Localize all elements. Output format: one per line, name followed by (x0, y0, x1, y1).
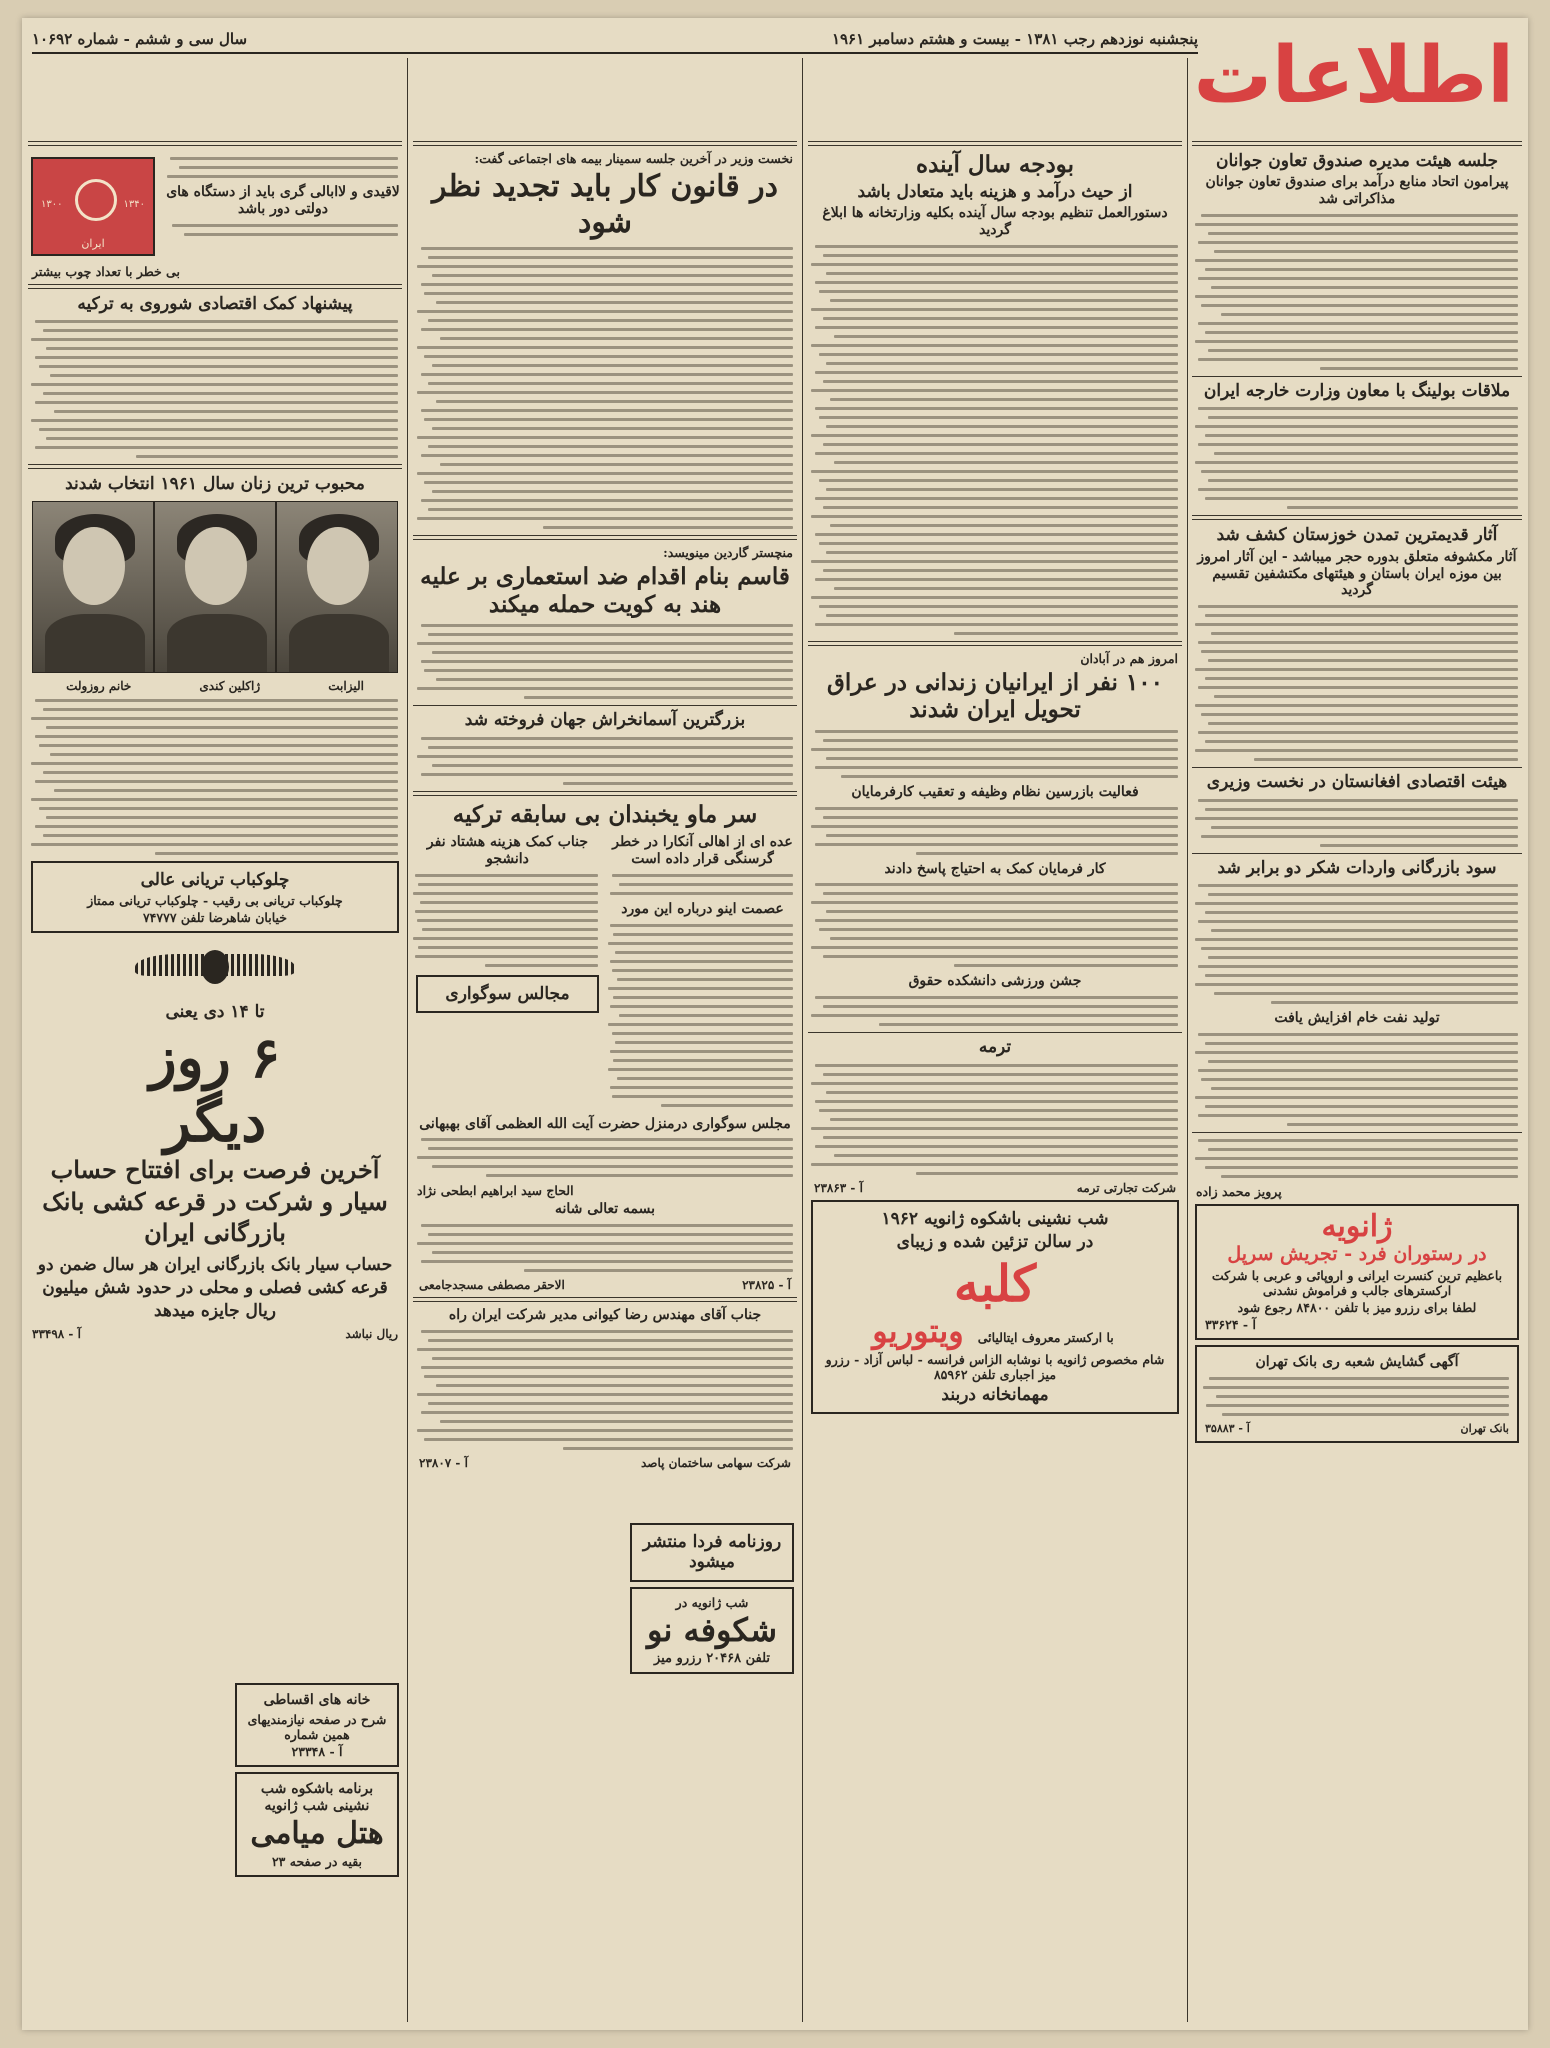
ad-line: لطفا برای رزرو میز با تلفن ۸۴۸۰۰ رجوع شود (1237, 1300, 1477, 1316)
column-rule (407, 58, 408, 2022)
headline: جلسه هیئت مدیره صندوق تعاون جوانان (1215, 151, 1499, 171)
headline: در قانون کار باید تجدید نظر شود (432, 169, 778, 240)
kicker: نخست وزیر در آخرین جلسه سمینار بیمه های اجتماعی گفت: (474, 151, 793, 166)
article-text (28, 699, 402, 855)
ad-line: با ارکستر معروف ایتالیائی (977, 1329, 1114, 1345)
ad-code: آ - ۲۳۸۰۷ (419, 1455, 468, 1470)
ad-code: آ - ۲۳۸۲۵ (742, 1278, 791, 1293)
newspaper-page (22, 18, 1528, 2030)
kicker: منچستر گاردین مینویسد: (663, 545, 793, 560)
restaurant-ad (1195, 1204, 1519, 1340)
headline: جناب کمک هزینه هشتاد نفر دانشجو (426, 834, 589, 867)
headline: جشن ورزشی دانشکده حقوق (908, 973, 1082, 990)
ad-line: تا ۱۴ دی یعنی (165, 1002, 265, 1023)
subheadline: بسمه تعالی شانه (555, 1201, 655, 1218)
headline: کار فرمایان کمک به احتیاج پاسخ دادند (884, 860, 1106, 877)
column-rule (802, 58, 803, 2022)
ad-code: آ - ۳۵۸۸۳ (1205, 1421, 1250, 1435)
headline: ملاقات بولینگ با معاون وزارت خارجه ایران (1203, 380, 1511, 401)
column-4-sidebar (232, 1678, 402, 1882)
column-rule (1187, 58, 1188, 2022)
article-text (413, 1330, 797, 1450)
housing-ad (235, 1683, 399, 1767)
portrait-photo (276, 501, 398, 673)
photo-caption: ژاکلین کندی (199, 678, 261, 693)
ad-code: آ - ۲۳۸۶۳ (814, 1180, 863, 1195)
headline: جناب آقای مهندس رضا کیوانی مدیر شرکت ایران راه (448, 1307, 762, 1324)
ad-footer: بقیه در صفحه ۲۳ (271, 1853, 363, 1869)
article-text (1192, 799, 1522, 847)
subheadline: بی خطر با تعداد چوب بیشتر (32, 264, 180, 279)
emblem-year: ۱۳۴۰ (123, 199, 145, 210)
ad-line: باعظیم ترین کنسرت ایرانی و اروپائی و عربی با شرکت ارکسترهای جالب و فراموش نشدنی (1211, 1268, 1503, 1299)
ad-code: آ - ۲۳۳۴۸ (291, 1743, 343, 1759)
kicker: امروز هم در آبادان (1080, 650, 1178, 666)
ad-footer: مهمانخانه دربند (941, 1384, 1049, 1405)
headline: ۱۰۰ نفر از ایرانیان زندانی در عراق تحویل ایران شدند (827, 668, 1163, 724)
article-text (1192, 884, 1522, 1004)
photo-caption: الیزابت (328, 678, 364, 693)
article-text (413, 1138, 797, 1177)
portrait-photo (154, 501, 276, 673)
headline: تولید نفت خام افزایش یافت (1274, 1009, 1440, 1026)
ad-footer: شرکت سهامی ساختمان پاصد (640, 1455, 791, 1470)
signature: الحاج سید ابراهیم ابطحی نژاد (417, 1183, 574, 1199)
subheadline: دستورالعمل تنظیم بودجه سال آینده بکلیه وزارتخانه ها ابلاغ گردید (822, 204, 1168, 238)
column-3-sidebar (627, 1518, 797, 1679)
ad-body: حساب سیار بانک بازرگانی ایران هر سال ضمن دو قرعه کشی فصلی و محلی در حدود شش میلیون ریال جایزه میدهد (37, 1254, 393, 1321)
subheadline: لاقیدی و لاابالی گری باید از دستگاه های دولتی دور باشد (166, 184, 400, 217)
ad-name: کلبه (953, 1254, 1037, 1314)
ad-band-name: ویتوریو (872, 1311, 964, 1350)
party-ad (811, 1200, 1179, 1414)
ad-body: آخرین فرصت برای افتتاح حساب سیار و شرکت در قرعه کشی بانک بازرگانی ایران (42, 1155, 388, 1247)
photo-captions (32, 679, 398, 693)
article-text (808, 807, 1182, 855)
ad-line: در رستوران فرد - تجریش سرپل (1227, 1243, 1487, 1266)
cafe-ad (630, 1587, 794, 1674)
article-text (1192, 1139, 1522, 1178)
article-text (808, 1064, 1182, 1175)
ad-code: آ - ۳۳۶۲۴ (1205, 1317, 1256, 1333)
ad-name: هتل میامی (250, 1816, 384, 1852)
ad-footer: شرکت تجارتی ترمه (1076, 1180, 1176, 1195)
article-text (808, 996, 1182, 1026)
ad-line: چلوکباب تریانی بی رقیب - چلوکباب تریانی ممتاز (87, 893, 343, 909)
column-3 (413, 136, 797, 2022)
headline: محبوب ترین زنان سال ۱۹۶۱ انتخاب شدند (65, 474, 365, 495)
ad-line: شرح در صفحه نیازمندیهای همین شماره (247, 1711, 387, 1742)
emblem-year: ۱۳۰۰ (41, 199, 63, 210)
ad-line: خیابان شاهرضا تلفن ۷۴۷۷۷ (142, 910, 288, 926)
article-text (28, 320, 402, 458)
headline: هیئت اقتصادی افغانستان در نخست وزیری (1206, 772, 1508, 793)
hotel-ad (235, 1772, 399, 1877)
article-text (808, 245, 1182, 635)
ad-name: شکوفه نو (646, 1610, 778, 1649)
article-text (413, 247, 797, 529)
ad-big-text: ۶ روز (149, 1024, 281, 1091)
ad-title: آگهی گشایش شعبه ری بانک تهران (1255, 1354, 1459, 1371)
mourning-box (416, 975, 599, 1013)
date-line: پنجشنبه نوزدهم رجب ۱۳۸۱ - بیست و هشتم دسامبر ۱۹۶۱ (831, 30, 1198, 48)
article-text (808, 730, 1182, 778)
headline: مجالس سوگواری (445, 983, 570, 1004)
headline: ترمه (978, 1037, 1012, 1058)
photo-row (32, 501, 398, 673)
newspaper-title: اطلاعات (1193, 31, 1514, 121)
ad-code: آ - ۳۳۴۹۸ (32, 1326, 81, 1341)
photo-caption: خانم روزولت (66, 678, 132, 693)
column-2 (808, 136, 1182, 2022)
phone: تلفن ۲۰۴۶۸ رزرو میز (653, 1650, 771, 1666)
signature: پرویز محمد زاده (1196, 1183, 1282, 1199)
headline: پیشنهاد کمک اقتصادی شوروی به ترکیه (77, 294, 353, 314)
ad-footer: بانک تهران (1460, 1421, 1509, 1435)
issue-line: سال سی و ششم - شماره ۱۰۶۹۲ (32, 30, 248, 48)
bank-ad (1195, 1345, 1519, 1443)
headline: قاسم بنام اقدام ضد استعماری بر علیه هند به کویت حمله میکند (420, 563, 790, 618)
article-text (1192, 1033, 1522, 1126)
headline: آثار قدیمترین تمدن خوزستان کشف شد (1216, 525, 1498, 546)
newspaper-ad (630, 1523, 794, 1582)
ad-title: چلوکباب تریانی عالی (140, 869, 290, 890)
subheadline: مجلس سوگواری درمنزل حضرت آیت الله العظمی آقای بهبهانی (419, 1115, 791, 1132)
subheadline: از حیث درآمد و هزینه باید متعادل باشد (857, 181, 1133, 202)
headline: سر ماو یخبندان بی سابقه ترکیه (452, 800, 758, 828)
ad-title: ژانویه (1321, 1208, 1393, 1244)
restaurant-ad (31, 861, 399, 933)
bank-ad (28, 938, 402, 1345)
headline: بودجه سال آینده (916, 151, 1074, 178)
ad-title: شب نشینی باشکوه ژانویه ۱۹۶۲ (881, 1208, 1109, 1229)
masthead (22, 18, 1528, 136)
headline: بزرگترین آسمانخراش جهان فروخته شد (464, 710, 746, 731)
subheadline: عصمت اینو درباره این مورد (621, 900, 784, 917)
article-text (413, 737, 797, 785)
article-text (1192, 214, 1522, 370)
date-bar (32, 26, 1198, 54)
ad-footer: ریال نباشد (345, 1326, 398, 1341)
article-text (808, 883, 1182, 967)
ad-line: شام مخصوص ژانویه با نوشابه الزاس فرانسه - لباس آزاد - رزرو میز اجباری تلفن ۸۵۹۶۲ (825, 1351, 1165, 1382)
article-text (413, 624, 797, 699)
headline: سود بازرگانی واردات شکر دو برابر شد (1217, 857, 1497, 878)
ad-sub: در سالن تزئین شده و زیبای (896, 1231, 1094, 1252)
subheadline: پیرامون اتحاد منابع درآمد برای صندوق تعاون جوانان مذاکراتی شد (1205, 174, 1509, 208)
signature: الاحقر مصطفی مسجدجامعی (419, 1278, 565, 1293)
subheadline: آثار مکشوفه متعلق بدوره حجر میباشد - این آثار امروز بین موزه ایران باستان و هیئتهای مکتشفین تقسیم گردید (1197, 548, 1517, 599)
emblem-label: ایران (81, 237, 105, 250)
stamp-emblem (31, 157, 155, 256)
article-text (1192, 407, 1522, 509)
winged-emblem-icon (135, 946, 295, 994)
column-1 (1192, 136, 1522, 2022)
headline: روزنامه فردا منتشر میشود (642, 1532, 782, 1573)
kicker: شب ژانویه در (675, 1594, 749, 1610)
headline: فعالیت بازرسین نظام وظیفه و تعقیب کارفرمایان (851, 783, 1139, 800)
ad-title: برنامه باشکوه شب نشینی شب ژانویه (260, 1780, 374, 1814)
portrait-photo (32, 501, 154, 673)
ad-big-text: دیگر (163, 1088, 267, 1155)
article-text (413, 1224, 797, 1272)
subheadline: عده ای از اهالی آنکارا در خطر گرسنگی قرار داده است (612, 834, 793, 867)
article-text (1192, 605, 1522, 761)
crown-icon (75, 179, 117, 221)
ad-title: خانه های اقساطی (263, 1692, 371, 1708)
